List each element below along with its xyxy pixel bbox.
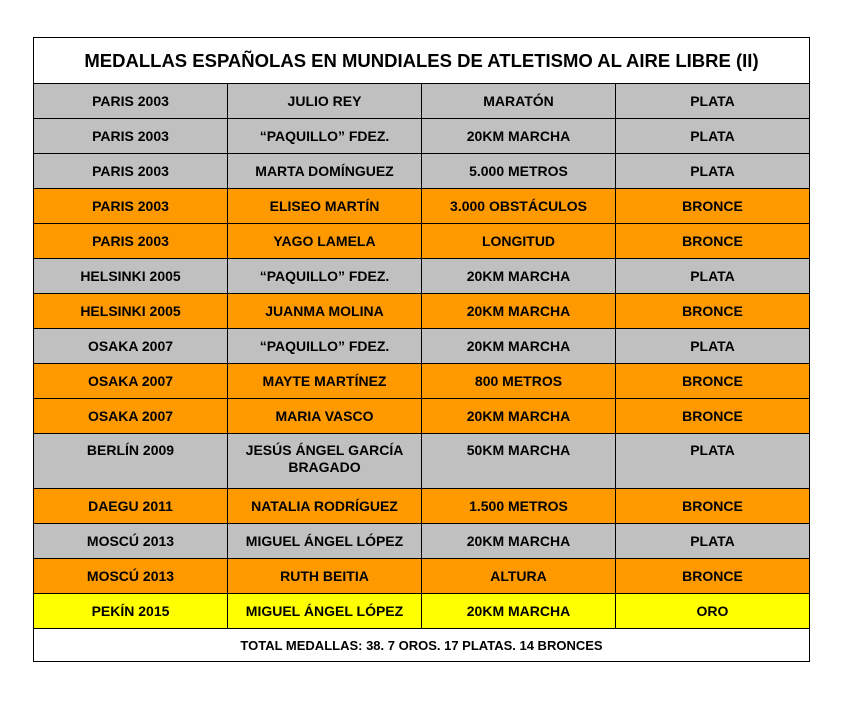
athlete-cell: RUTH BEITIA — [228, 559, 422, 594]
championship-cell: PARIS 2003 — [34, 189, 228, 224]
event-cell: 20KM MARCHA — [422, 119, 616, 154]
medal-cell: ORO — [616, 594, 810, 629]
table-row — [34, 84, 810, 119]
event-cell: 5.000 METROS — [422, 154, 616, 189]
championship-cell: DAEGU 2011 — [34, 489, 228, 524]
championship-cell: MOSCÚ 2013 — [34, 524, 228, 559]
medal-cell: BRONCE — [616, 559, 810, 594]
table-row — [34, 154, 810, 189]
championship-cell: MOSCÚ 2013 — [34, 559, 228, 594]
medal-cell: PLATA — [616, 524, 810, 559]
medal-cell: PLATA — [616, 84, 810, 119]
event-cell: 50KM MARCHA — [422, 434, 616, 489]
table-row — [34, 119, 810, 154]
table-row — [34, 399, 810, 434]
table-title: MEDALLAS ESPAÑOLAS EN MUNDIALES DE ATLETISMO AL AIRE LIBRE (II) — [34, 38, 810, 84]
table-row — [34, 259, 810, 294]
event-cell: 20KM MARCHA — [422, 259, 616, 294]
athlete-cell: ELISEO MARTÍN — [228, 189, 422, 224]
athlete-line-2: BRAGADO — [288, 459, 361, 475]
athlete-cell: JUANMA MOLINA — [228, 294, 422, 329]
medal-cell: PLATA — [616, 329, 810, 364]
athlete-cell: “PAQUILLO” FDEZ. — [228, 119, 422, 154]
athlete-cell: MIGUEL ÁNGEL LÓPEZ — [228, 594, 422, 629]
athlete-cell: MARIA VASCO — [228, 399, 422, 434]
medal-cell: BRONCE — [616, 489, 810, 524]
athlete-cell: “PAQUILLO” FDEZ. — [228, 329, 422, 364]
table-row — [34, 294, 810, 329]
table-row — [34, 364, 810, 399]
championship-cell: OSAKA 2007 — [34, 329, 228, 364]
table-row — [34, 524, 810, 559]
event-cell: 800 METROS — [422, 364, 616, 399]
event-cell: 20KM MARCHA — [422, 399, 616, 434]
championship-cell: PARIS 2003 — [34, 119, 228, 154]
championship-cell: HELSINKI 2005 — [34, 294, 228, 329]
athlete-cell — [228, 434, 422, 489]
medal-cell: PLATA — [616, 154, 810, 189]
medal-cell: PLATA — [616, 434, 810, 489]
athlete-cell: MAYTE MARTÍNEZ — [228, 364, 422, 399]
total-summary: TOTAL MEDALLAS: 38. 7 OROS. 17 PLATAS. 14 BRONCES — [34, 629, 810, 662]
event-cell: 1.500 METROS — [422, 489, 616, 524]
championship-cell: HELSINKI 2005 — [34, 259, 228, 294]
event-cell: 20KM MARCHA — [422, 524, 616, 559]
event-cell: 20KM MARCHA — [422, 294, 616, 329]
medal-cell: BRONCE — [616, 399, 810, 434]
championship-cell: PEKÍN 2015 — [34, 594, 228, 629]
championship-cell: PARIS 2003 — [34, 84, 228, 119]
event-cell: 3.000 OBSTÁCULOS — [422, 189, 616, 224]
athlete-line-1: JESÚS ÁNGEL GARCÍA — [245, 442, 404, 458]
table-row — [34, 224, 810, 259]
championship-cell: PARIS 2003 — [34, 224, 228, 259]
event-cell: 20KM MARCHA — [422, 329, 616, 364]
championship-cell: OSAKA 2007 — [34, 364, 228, 399]
medal-cell: BRONCE — [616, 224, 810, 259]
total-row — [34, 629, 810, 662]
table-row — [34, 489, 810, 524]
medal-cell: BRONCE — [616, 364, 810, 399]
medal-table — [33, 37, 810, 662]
table-row — [34, 189, 810, 224]
medal-cell: BRONCE — [616, 189, 810, 224]
athlete-cell: YAGO LAMELA — [228, 224, 422, 259]
table-row — [34, 594, 810, 629]
event-cell: ALTURA — [422, 559, 616, 594]
event-cell: MARATÓN — [422, 84, 616, 119]
table-row — [34, 434, 810, 489]
medal-cell: PLATA — [616, 119, 810, 154]
athlete-cell: JULIO REY — [228, 84, 422, 119]
athlete-cell: MARTA DOMÍNGUEZ — [228, 154, 422, 189]
medal-cell: BRONCE — [616, 294, 810, 329]
championship-cell: PARIS 2003 — [34, 154, 228, 189]
medal-cell: PLATA — [616, 259, 810, 294]
table-row — [34, 559, 810, 594]
event-cell: LONGITUD — [422, 224, 616, 259]
title-row — [34, 38, 810, 84]
championship-cell: BERLÍN 2009 — [34, 434, 228, 489]
athlete-cell: MIGUEL ÁNGEL LÓPEZ — [228, 524, 422, 559]
championship-cell: OSAKA 2007 — [34, 399, 228, 434]
event-cell: 20KM MARCHA — [422, 594, 616, 629]
table-row — [34, 329, 810, 364]
athlete-cell: NATALIA RODRÍGUEZ — [228, 489, 422, 524]
athlete-cell: “PAQUILLO” FDEZ. — [228, 259, 422, 294]
